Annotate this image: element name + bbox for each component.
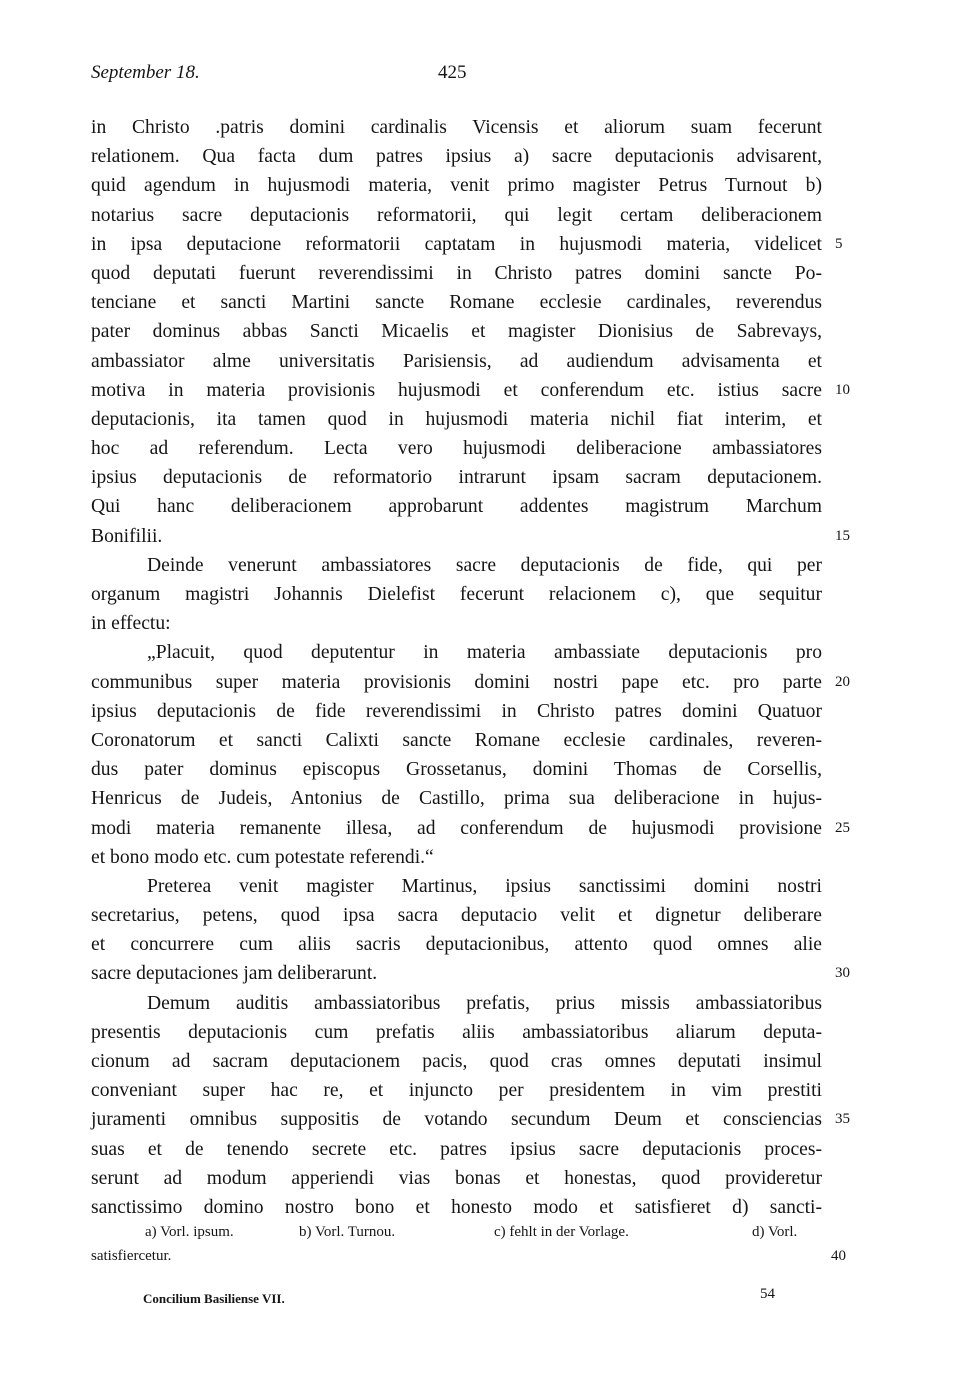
line-number: 30 — [835, 965, 850, 982]
line-text: Preterea venit magister Martinus, ipsius sanctissimi domini nostri — [147, 875, 822, 897]
line-text: modi materia remanente illesa, ad conferendum de hujusmodi provisione — [91, 817, 822, 839]
footnote-d-continued: satisfiercetur. — [91, 1248, 172, 1264]
line-text: notarius sacre deputacionis reformatorii, qui legit certam deliberacionem — [91, 204, 822, 226]
page-number: 425 — [438, 62, 467, 83]
line-text: „Placuit, quod deputentur in materia ambassiate deputacionis pro — [147, 642, 822, 664]
text-line — [91, 872, 822, 901]
text-line — [91, 609, 822, 638]
text-line — [91, 1193, 822, 1222]
line-number: 20 — [835, 673, 850, 690]
line-number: 15 — [835, 527, 850, 544]
text-line — [91, 930, 822, 959]
text-line — [91, 551, 822, 580]
text-line — [91, 784, 822, 813]
text-line — [91, 434, 822, 463]
line-text: in ipsa deputacione reformatorii captatam in hujusmodi materia, videlicet — [91, 233, 822, 255]
line-text: quod deputati fuerunt reverendissimi in Christo patres domini sancte Po- — [91, 262, 822, 284]
text-line — [91, 113, 822, 142]
footnote-b: b) Vorl. Turnou. — [299, 1224, 396, 1240]
footnote-d: d) Vorl. — [752, 1224, 798, 1240]
line-text: cionum ad sacram deputacionem pacis, quod cras omnes deputati insimul — [91, 1051, 822, 1072]
line-text: secretarius, petens, quod ipsa sacra deputacio velit et dignetur deliberare — [91, 905, 822, 927]
line-text: hoc ad referendum. Lecta vero hujusmodi deliberacione ambassiatores — [91, 438, 822, 460]
text-line — [91, 989, 822, 1018]
line-text: sacre deputaciones jam deliberarunt. — [91, 963, 378, 985]
line-text: Henricus de Judeis, Antonius de Castillo, prima sua deliberacione in hujus- — [91, 788, 822, 810]
text-line — [91, 142, 822, 171]
line-text: sanctissimo domino nostro bono et honesto modo et satisfieret d) sancti- — [91, 1196, 822, 1218]
line-text: motiva in materia provisionis hujusmodi et conferendum etc. istius sacre — [91, 379, 822, 401]
footnote-c: c) fehlt in der Vorlage. — [494, 1224, 629, 1240]
text-line — [91, 347, 822, 376]
line-text: in Christo .patris domini cardinalis Vicensis et aliorum suam fecerunt — [91, 117, 822, 138]
line-text: et bono modo etc. cum potestate referendi.“ — [91, 846, 434, 868]
text-line — [91, 668, 850, 697]
line-text: Bonifilii. — [91, 525, 163, 547]
line-text: Deinde venerunt ambassiatores sacre deputacionis de fide, qui per — [147, 554, 822, 576]
line-text: ambassiator alme universitatis Parisiensis, ad audiendum advisamenta et — [91, 350, 822, 372]
footnote-row — [91, 1220, 822, 1244]
line-text: in effectu: — [91, 613, 171, 635]
text-line — [91, 814, 850, 843]
line-number: 35 — [835, 1111, 850, 1128]
line-text: serunt ad modum apperiendi vias bonas et honestas, quod provideretur — [91, 1167, 822, 1189]
line-text: juramenti omnibus suppositis de votando secundum Deum et consciencias — [91, 1109, 822, 1131]
text-line — [91, 317, 822, 346]
text-line — [91, 376, 850, 405]
running-header — [91, 62, 821, 92]
line-text: et concurrere cum aliis sacris deputacionibus, attento quod omnes alie — [91, 934, 822, 956]
line-text: presentis deputacionis cum prefatis aliis ambassiatoribus aliarum deputa- — [91, 1021, 822, 1043]
line-text: dus pater dominus episcopus Grossetanus, domini Thomas de Corsellis, — [91, 759, 822, 781]
text-line — [91, 697, 822, 726]
line-text: quid agendum in hujusmodi materia, venit primo magister Petrus Turnout b) — [91, 175, 822, 197]
text-line — [91, 755, 822, 784]
signature-title: Concilium Basiliense VII. — [143, 1291, 285, 1306]
text-line — [91, 259, 822, 288]
text-line — [91, 901, 822, 930]
line-number: 5 — [835, 235, 843, 252]
text-line — [91, 230, 843, 259]
line-number: 25 — [835, 819, 850, 836]
line-text: Demum auditis ambassiatoribus prefatis, prius missis ambassiatoribus — [147, 992, 822, 1014]
signature-number: 54 — [760, 1286, 775, 1302]
text-line — [91, 522, 850, 551]
header-date: September 18. — [91, 62, 200, 83]
text-line — [91, 1018, 822, 1047]
text-line — [91, 171, 822, 200]
text-line — [91, 1047, 822, 1076]
main-text — [91, 113, 850, 1222]
text-line — [91, 1076, 822, 1105]
footnote-a: a) Vorl. ipsum. — [145, 1224, 234, 1240]
text-line — [91, 201, 822, 230]
line-text: tenciane et sancti Martini sancte Romane ecclesie cardinales, reverendus — [91, 292, 822, 314]
line-text: pater dominus abbas Sancti Micaelis et magister Dionisius de Sabrevays, — [91, 321, 822, 343]
line-text: organum magistri Johannis Dielefist fecerunt relacionem c), que sequitur — [91, 584, 822, 605]
text-line — [91, 1164, 822, 1193]
line-text: communibus super materia provisionis domini nostri pape etc. pro parte — [91, 671, 822, 693]
line-text: suas et de tenendo secrete etc. patres ipsius sacre deputacionis proces- — [91, 1138, 822, 1160]
text-line — [91, 959, 850, 988]
line-text: relationem. Qua facta dum patres ipsius a) sacre deputacionis advisarent, — [91, 146, 822, 168]
line-text: ipsius deputacionis de fide reverendissimi in Christo patres domini Quatuor — [91, 700, 822, 722]
footnotes — [91, 1220, 846, 1268]
text-line — [91, 1105, 850, 1134]
footnote-row — [91, 1244, 846, 1268]
text-line — [91, 580, 822, 609]
line-text: ipsius deputacionis de reformatorio intrarunt ipsam sacram deputacionem. — [91, 467, 822, 489]
line-text: deputacionis, ita tamen quod in hujusmodi materia nichil fiat interim, et — [91, 408, 822, 430]
line-number: 40 — [831, 1248, 846, 1264]
text-line — [91, 843, 822, 872]
text-line — [91, 726, 822, 755]
line-text: conveniant super hac re, et injuncto per presidentem in vim prestiti — [91, 1080, 822, 1102]
line-number: 10 — [835, 381, 850, 398]
text-line — [91, 288, 822, 317]
text-line — [91, 1135, 822, 1164]
line-text: Coronatorum et sancti Calixti sancte Romane ecclesie cardinales, reveren- — [91, 729, 822, 751]
text-line — [91, 405, 822, 434]
text-line — [91, 463, 822, 492]
text-line — [91, 492, 822, 521]
line-text: Qui hanc deliberacionem approbarunt addentes magistrum Marchum — [91, 496, 822, 518]
text-line — [91, 638, 822, 667]
